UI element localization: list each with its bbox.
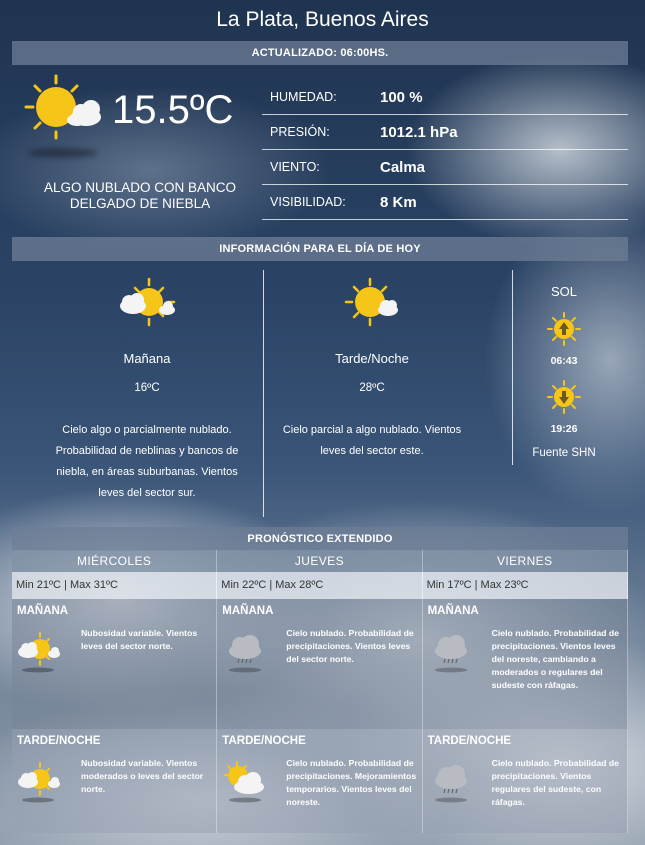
forecast-morning [217,599,422,729]
forecast-text: Cielo nublado. Probabilidad de precipitaciones. Mejoramientos temporarios. Vientos leves del noreste. [286,758,417,807]
rain-cloud-icon [427,759,475,803]
sunrise-time: 06:43 [550,355,578,367]
forecast-period-label: TARDE/NOCHE [17,735,101,747]
sun-title: SOL [550,284,577,299]
today-evening [272,270,472,462]
rain-cloud-icon [427,629,475,673]
sun-info [520,270,608,459]
forecast-period-label: MAÑANA [427,605,479,617]
forecast-minmax: Min 21ºC | Max 31ºC [12,572,217,599]
updated-bar: ACTUALIZADO: 06:00HS. [12,41,628,65]
period-description: Cielo parcial a algo nublado. Vientos leves del sector este. [282,424,462,457]
period-description: Cielo algo o parcialmente nublado. Probabilidad de neblinas y bancos de niebla, en áreas suburbanas. Vientos leves del sector sur. [55,424,239,499]
forecast-text: Nubosidad variable. Vientos moderados o leves del sector norte. [81,758,204,794]
sunset-icon [547,380,581,414]
location-title: La Plata, Buenos Aires [216,8,429,31]
sun-source: Fuente SHN [532,447,596,459]
stat-visibility [262,185,628,220]
stat-label: VISIBILIDAD: [270,195,346,209]
stat-label: PRESIÓN: [270,125,330,139]
period-temp: 16ºC [134,382,160,394]
icon-shadow [28,148,98,158]
forecast-period-label: TARDE/NOCHE [427,735,512,747]
forecast-evening [12,729,217,833]
stat-label: VIENTO: [270,160,320,174]
current-temperature: 15.5ºC [112,88,234,132]
forecast-day [12,550,217,833]
forecast-day-name: VIERNES [423,550,628,572]
forecast-morning [423,599,628,729]
forecast-minmax: Min 22ºC | Max 28ºC [217,572,422,599]
stat-value: 1012.1 hPa [380,123,458,141]
sunset-time: 19:26 [550,423,578,435]
forecast-evening [423,729,628,833]
forecast-period-label: TARDE/NOCHE [222,735,306,747]
forecast-day [423,550,628,833]
sun-cloud-icon [16,759,64,803]
extended-header: PRONÓSTICO EXTENDIDO [12,527,628,551]
sun-cloud-icon [115,276,179,328]
sun-cloud-icon [22,72,104,142]
forecast-text: Cielo nublado. Probabilidad de precipitaciones. Vientos leves del noreste, cambiando a moderados o regulares del sudeste con ráfagas. [491,628,620,690]
forecast-period-label: MAÑANA [17,605,69,617]
stat-humidity [262,80,628,115]
forecast-evening [217,729,422,833]
divider [263,270,264,517]
forecast-period-label: MAÑANA [222,605,274,617]
period-name: Tarde/Noche [335,351,409,366]
forecast-text: Cielo nublado. Probabilidad de precipitaciones. Vientos regulares del sudeste, con ráfagas. [491,758,620,807]
forecast-text: Nubosidad variable. Vientos leves del sector norte. [81,628,198,651]
today-morning [42,270,252,504]
extended-forecast [12,550,628,833]
sun-cloud-icon [340,276,404,328]
period-name: Mañana [123,351,171,366]
stat-value: Calma [380,158,426,176]
forecast-text: Cielo nublado. Probabilidad de precipitaciones. Vientos leves del sector norte. [286,628,414,664]
stat-label: HUMEDAD: [270,90,337,104]
forecast-minmax: Min 17ºC | Max 23ºC [423,572,628,599]
stat-pressure [262,115,628,150]
forecast-morning [12,599,217,729]
sun-cloud-icon [221,759,269,803]
sun-cloud-icon [16,629,64,673]
current-stats [262,80,628,220]
current-description: ALGO NUBLADO CON BANCO DELGADO DE NIEBLA [43,180,237,211]
forecast-day [217,550,422,833]
stat-wind [262,150,628,185]
sunrise-icon [547,312,581,346]
period-temp: 28ºC [359,382,385,394]
rain-cloud-icon [221,629,269,673]
today-header: INFORMACIÓN PARA EL DÍA DE HOY [12,237,628,261]
forecast-day-name: JUEVES [217,550,422,572]
divider [512,270,513,465]
stat-value: 8 Km [380,193,417,211]
forecast-day-name: MIÉRCOLES [12,550,217,572]
stat-value: 100 % [380,88,423,106]
